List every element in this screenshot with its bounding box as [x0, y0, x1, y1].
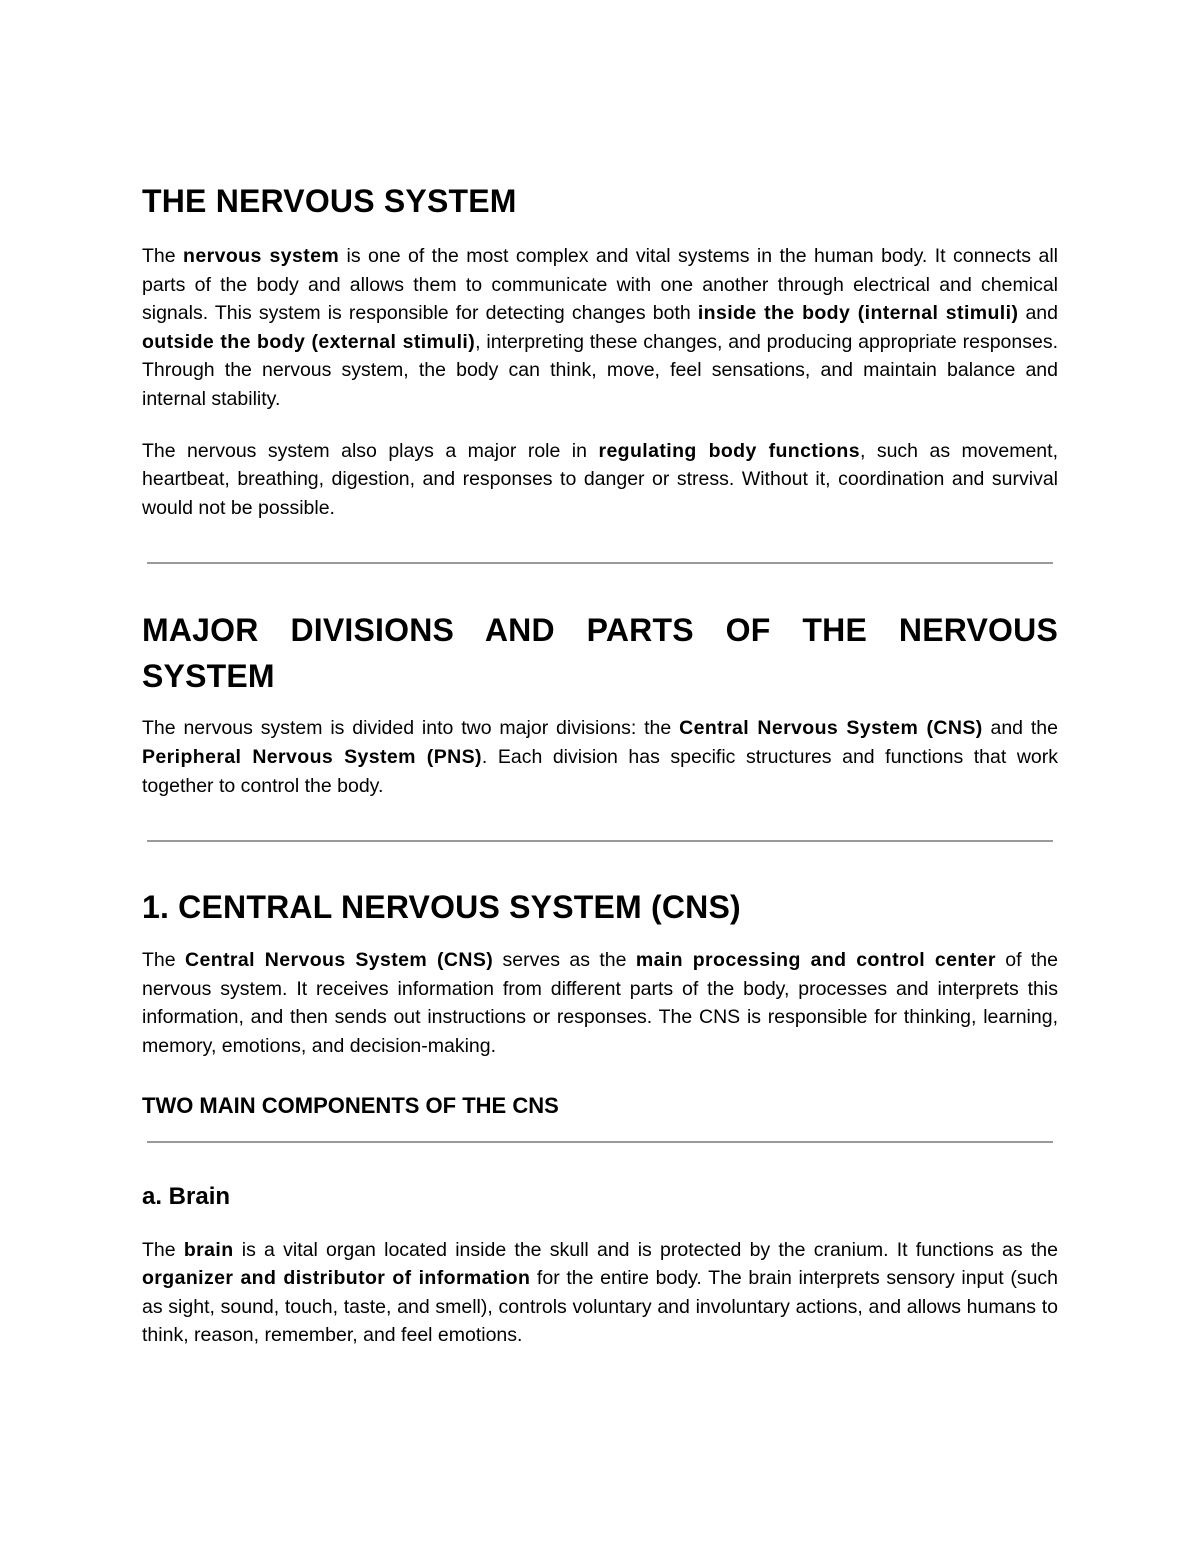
bold-term: inside the body (internal stimuli): [697, 302, 1019, 325]
bold-term: main processing and control center: [635, 949, 996, 972]
text-run: The: [142, 1238, 184, 1261]
text-run: serves as the: [493, 949, 636, 972]
page-title: THE NERVOUS SYSTEM: [142, 183, 517, 219]
bold-term: Central Nervous System (CNS): [679, 717, 983, 740]
bold-term: organizer and distributor of information: [142, 1267, 531, 1290]
text-run: is one of the most complex and vital systems in the human body. It connects all parts of the body and allows them to communicate with one another through electrical and chemical signals. This system is responsible for detecting changes both: [142, 245, 1058, 325]
text-run: for the entire body. The brain interprets sensory input (such as sight, sound, touch, taste, and smell), controls voluntary and involuntary actions, and allows humans to think, reason, remember, and feel emotions.: [142, 1267, 1059, 1347]
text-run: is a vital organ located inside the skull and is protected by the cranium. It functions as the: [233, 1238, 1058, 1261]
horizontal-rule: [147, 840, 1053, 842]
horizontal-rule: [147, 562, 1053, 564]
brain-paragraph: [142, 1236, 1058, 1350]
document-page: [142, 170, 1058, 1350]
text-run: , such as movement, heartbeat, breathing, digestion, and responses to danger or stress. Without it, coordination and survival would not be possible.: [142, 439, 1058, 519]
bold-term: Peripheral Nervous System (PNS): [142, 745, 482, 768]
section-heading-divisions: MAJOR DIVISIONS AND PARTS OF THE NERVOUS SYSTEM: [142, 612, 1058, 695]
bold-term: Central Nervous System (CNS): [185, 949, 494, 972]
horizontal-rule: [147, 1141, 1053, 1143]
subheading-cns-components: TWO MAIN COMPONENTS OF THE CNS: [142, 1092, 559, 1118]
text-run: The nervous system is divided into two major divisions: the: [142, 717, 680, 740]
text-run: of the nervous system. It receives information from different parts of the body, processes and interprets this information, and then sends out instructions or responses. The CNS is responsible for thinking, learning, memory, emotions, and decision-making.: [142, 949, 1058, 1057]
divisions-paragraph: [142, 714, 1058, 800]
text-run: . Each division has specific structures and functions that work together to control the body.: [142, 745, 1058, 797]
text-run: and: [1018, 302, 1058, 325]
cns-paragraph: [142, 946, 1058, 1060]
section-heading-cns: 1. CENTRAL NERVOUS SYSTEM (CNS): [142, 889, 741, 926]
intro-paragraph-2: [142, 437, 1058, 523]
text-run: The nervous system also plays a major role in: [142, 439, 599, 462]
text-run: The: [142, 949, 185, 972]
bold-term: brain: [183, 1238, 234, 1261]
text-run: and the: [982, 717, 1058, 740]
intro-paragraph-1: [142, 242, 1058, 414]
subsection-heading-brain: a. Brain: [142, 1182, 231, 1210]
text-run: , interpreting these changes, and producing appropriate responses. Through the nervous system, the body can think, move, feel sensations, and maintain balance and internal stability.: [142, 330, 1058, 410]
bold-term: regulating body functions: [598, 439, 860, 462]
bold-term: outside the body (external stimuli): [142, 330, 476, 353]
bold-term: nervous system: [183, 245, 340, 267]
text-run: The: [142, 245, 184, 267]
